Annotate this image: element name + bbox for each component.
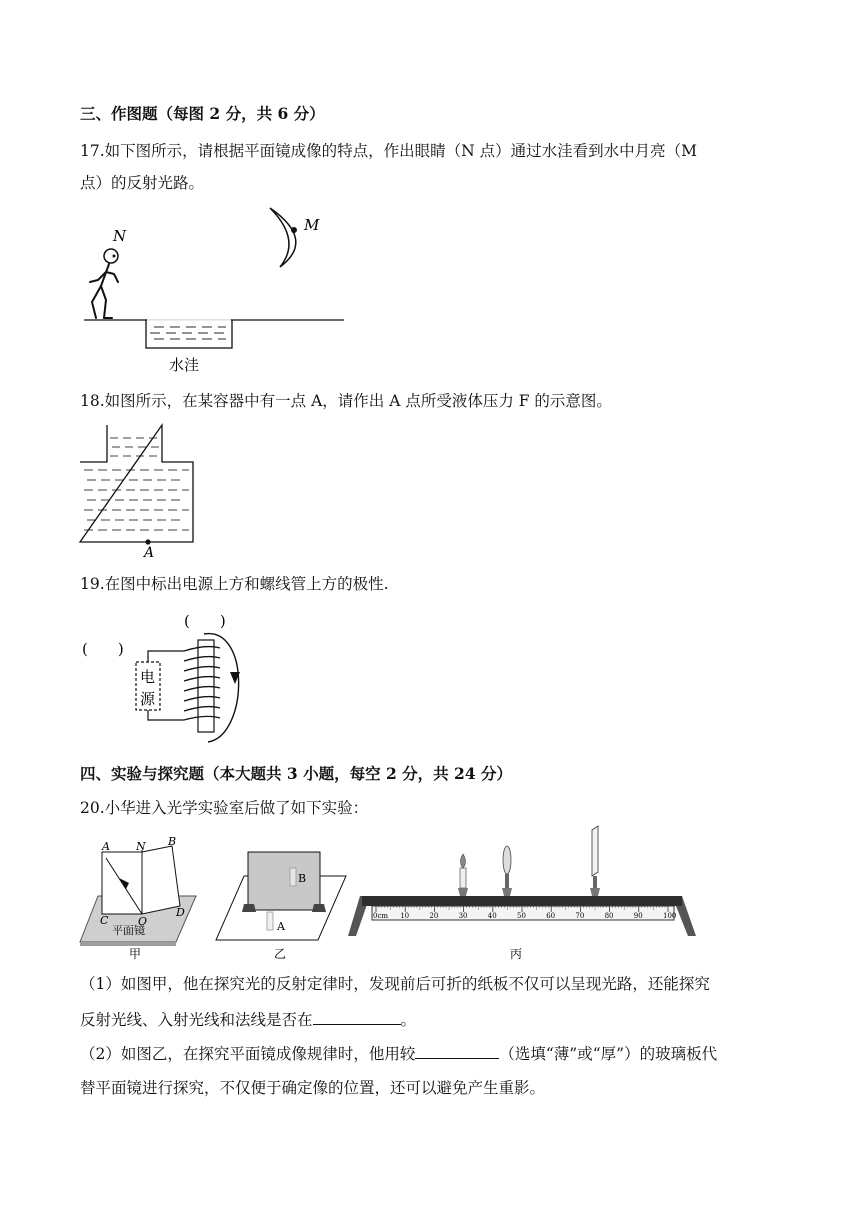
paper-board-right — [142, 846, 180, 914]
mirror-label: 平面镜 — [112, 924, 145, 937]
q20-p1-line2 — [80, 1010, 416, 1030]
q20-p1-line1: （1）如图甲，他在探究光的反射定律时，发现前后可折的纸板不仅可以呈现光路，还能探究 — [80, 975, 710, 993]
container-outline — [80, 425, 193, 542]
eye-point — [113, 255, 116, 258]
q20-p1-line2-end: 。 — [400, 1011, 417, 1029]
label-b-yi: B — [298, 872, 307, 885]
q19-text: 19.在图中标出电源上方和螺线管上方的极性. — [80, 575, 389, 593]
caption-bing: 丙 — [510, 947, 523, 961]
q20-p2-line1-text: （2）如图乙，在探究平面镜成像规律时，他用较 — [80, 1045, 416, 1063]
scale-tick-label: 90 — [633, 912, 643, 920]
puddle-caption: 水洼 — [169, 356, 200, 374]
answer-blank-2[interactable] — [415, 1044, 499, 1059]
person-figure — [90, 249, 118, 318]
puddle — [146, 320, 232, 348]
section3-heading: 三、作图题（每图 2 分，共 6 分） — [80, 104, 325, 123]
q19-figure — [76, 606, 256, 746]
source-char1: 电 — [140, 668, 156, 686]
scale-tick-label: 40 — [487, 912, 497, 920]
scale-tick-label: 80 — [604, 912, 614, 920]
label-a: A — [144, 545, 155, 560]
paren-top: ( ) — [184, 612, 226, 630]
label-o-jia: O — [138, 915, 148, 928]
label-n-jia: N — [136, 840, 146, 853]
screen-bing — [590, 826, 600, 896]
candle-b — [290, 868, 296, 886]
q18-text: 18.如图所示，在某容器中有一点 A，请作出 A 点所受液体压力 F 的示意图。 — [80, 392, 612, 410]
scale-tick-label: 50 — [517, 912, 526, 920]
label-c-jia: C — [100, 914, 109, 927]
scale-tick-label: 60 — [546, 912, 556, 920]
q20-p2-line1-end: （选填“薄”或“厚”）的玻璃板代 — [499, 1045, 718, 1063]
q20-p2-line1 — [80, 1044, 717, 1064]
candle-a — [267, 912, 273, 930]
q17-text-line2: 点）的反射光路。 — [80, 174, 205, 192]
scale-tick-label: 10 — [400, 912, 410, 920]
moon-point — [291, 227, 297, 233]
q20-p1-line2-text: 反射光线、入射光线和法线是否在 — [80, 1011, 313, 1029]
label-a-yi: A — [277, 920, 285, 933]
label-m: M — [304, 216, 320, 234]
q17-figure — [76, 200, 356, 380]
q20-intro: 20.小华进入光学实验室后做了如下实验： — [80, 799, 369, 817]
scale-tick-label: 20 — [429, 912, 439, 920]
unit-label: 0cm — [373, 912, 389, 920]
paren-left: ( ) — [82, 640, 124, 658]
label-b-jia: B — [168, 835, 177, 848]
q20-p2-line2: 替平面镜进行探究，不仅便于确定像的位置，还可以避免产生重影。 — [80, 1079, 546, 1097]
scale-tick-label: 70 — [575, 912, 585, 920]
lens-bing — [502, 846, 512, 896]
caption-jia: 甲 — [129, 947, 142, 961]
candle-bing — [458, 854, 468, 896]
fig-bing — [346, 824, 700, 962]
source-char2: 源 — [140, 690, 156, 708]
section4-heading: 四、实验与探究题（本大题共 3 小题，每空 2 分，共 24 分） — [80, 764, 513, 783]
q17-text-line1: 17.如下图所示，请根据平面镜成像的特点，作出眼睛（N 点）通过水洼看到水中月亮（M — [80, 142, 698, 160]
label-n: N — [113, 227, 127, 245]
label-a-jia: A — [102, 840, 110, 853]
q18-figure — [76, 420, 216, 560]
moon-shape — [270, 208, 296, 267]
scale-tick-label: 100 — [663, 912, 677, 920]
glass-plate — [248, 852, 320, 910]
fig-jia — [76, 834, 200, 962]
label-d-jia: D — [176, 906, 185, 919]
optical-bench-rail — [362, 896, 682, 906]
caption-yi: 乙 — [274, 947, 287, 961]
scale-tick-label: 30 — [458, 912, 468, 920]
fig-yi — [214, 846, 350, 962]
point-a — [145, 539, 150, 544]
liquid-dashes — [84, 438, 189, 530]
answer-blank-1[interactable] — [313, 1010, 401, 1025]
